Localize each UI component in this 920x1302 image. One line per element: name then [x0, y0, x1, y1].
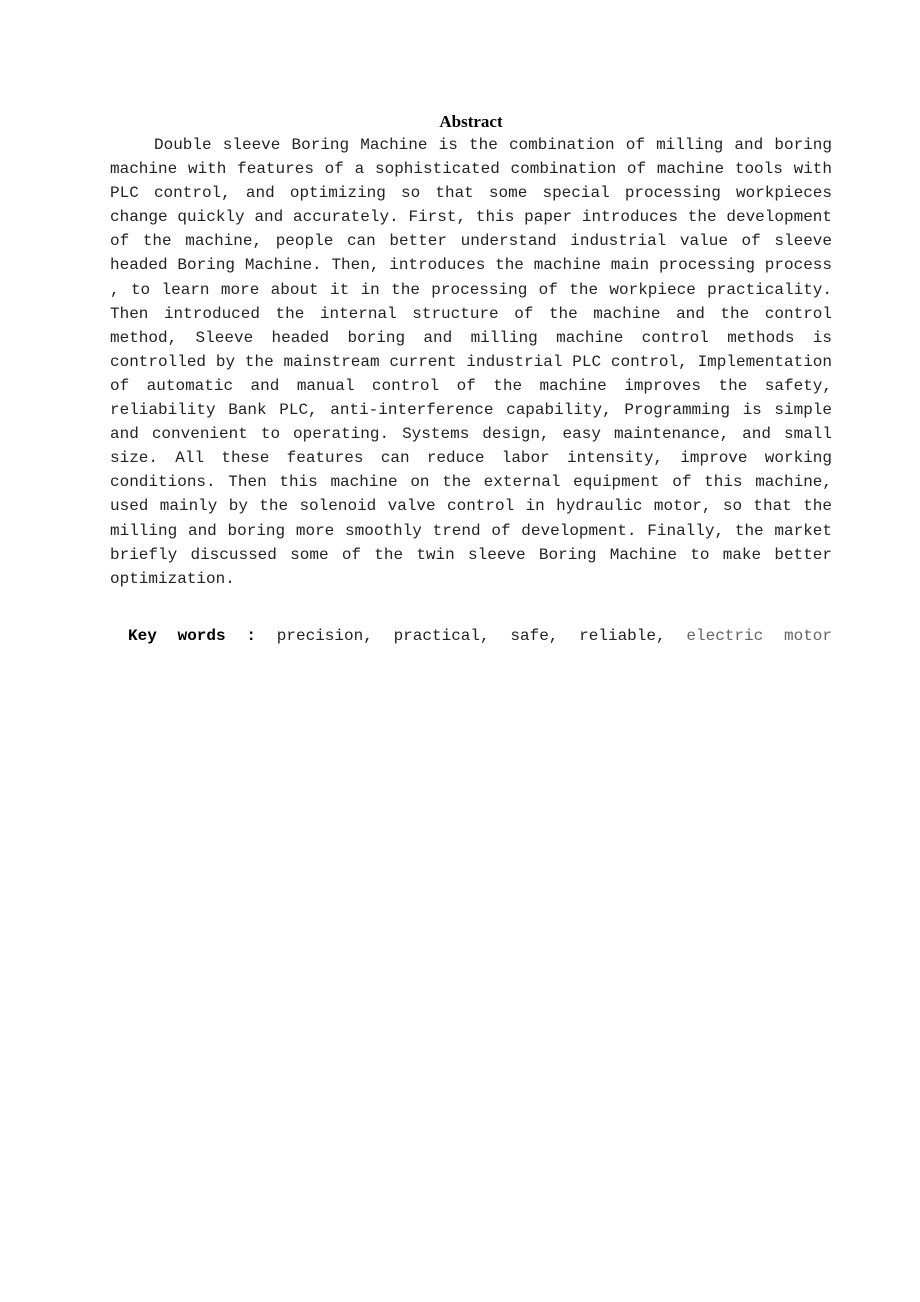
abstract-title: Abstract: [439, 112, 503, 131]
keywords-line: [110, 624, 832, 648]
keywords-label: Key words :: [128, 627, 256, 645]
abstract-body: Double sleeve Boring Machine is the combination of milling and boring machine with features of a sophisticated combination of machine tools with PLC control, and optimizing so that some special processing workpieces change quickly and accurately. First, this paper introduces the development of the machine, people can better understand industrial value of sleeve headed Boring Machine. Then, introduces the machine main processing process , to learn more about it in the processing of the workpiece practicality. Then introduced the internal structure of the machine and the control method, Sleeve headed boring and milling machine control methods is controlled by the mainstream current industrial PLC control, Implementation of automatic and manual control of the machine improves the safety, reliability Bank PLC, anti-interference capability, Programming is simple and convenient to operating. Systems design, easy maintenance, and small size. All these features can reduce labor intensity, improve working conditions. Then this machine on the external equipment of this machine, used mainly by the solenoid valve control in hydraulic motor, so that the milling and boring more smoothly trend of development. Finally, the market briefly discussed some of the twin sleeve Boring Machine to make better optimization.: [110, 136, 832, 588]
keywords-list: precision, practical, safe, reliable,: [276, 627, 666, 645]
keywords-last: electric motor: [686, 627, 832, 645]
